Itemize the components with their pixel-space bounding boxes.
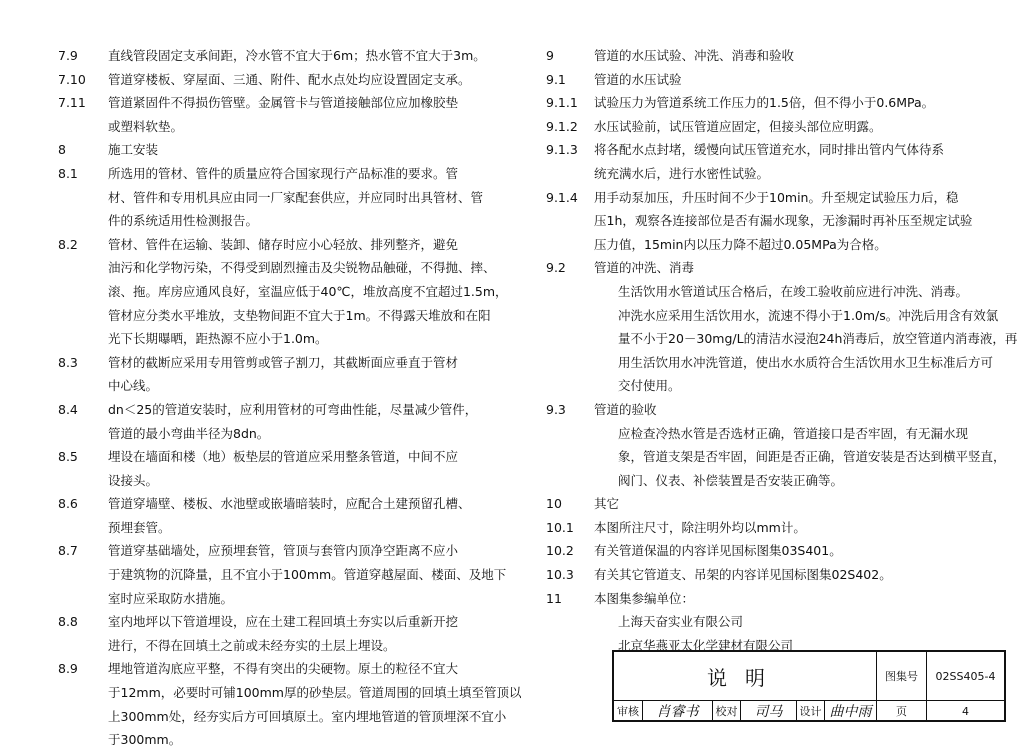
- clause-number: 9.1.2: [546, 118, 578, 134]
- clause-text: [594, 68, 966, 92]
- check-signature-cell: [740, 700, 796, 722]
- text-line: 用生活饮用水冲洗管道，使出水水质符合生活饮用水卫生标准后方可: [618, 354, 994, 370]
- text-line: 于12mm，必要时可铺100mm厚的砂垫层。管道周围的回填土填至管顶以: [108, 685, 522, 701]
- clause-text: [594, 115, 966, 139]
- clause: [546, 587, 966, 611]
- clause-number: 8.8: [58, 614, 78, 630]
- design-label-cell: [796, 700, 824, 722]
- clause-text: [108, 610, 480, 657]
- left-column: [58, 44, 522, 752]
- clause-number: 8.4: [58, 401, 78, 417]
- clause-number: 8: [58, 142, 66, 158]
- clause: [58, 610, 480, 657]
- text-line: dn＜25的管道安装时，应利用管材的可弯曲性能，尽量减少管件，: [108, 401, 478, 417]
- text-line: 象，管道支架是否牢固，间距是否正确，管道安装是否达到横平竖直，: [618, 449, 1006, 465]
- clause: [546, 256, 966, 280]
- review-label-cell: [614, 700, 642, 722]
- text-line: 油污和化学物污染，不得受到剧烈撞击及尖锐物品触碰，不得抛、摔、: [108, 260, 496, 276]
- clause: [546, 280, 1018, 398]
- clause-text: [108, 351, 480, 398]
- clause: [58, 398, 480, 445]
- review-label: 审核: [617, 705, 639, 718]
- check-label: 校对: [715, 705, 738, 718]
- clause-number: 10.2: [546, 543, 574, 559]
- clause: [58, 138, 480, 162]
- clause: [58, 445, 480, 492]
- text-line: 或塑料软垫。: [108, 118, 184, 134]
- text-line: 本图集参编单位：: [594, 590, 695, 606]
- document-title-cell: [614, 652, 876, 700]
- clause-number: 7.10: [58, 71, 86, 87]
- page-label: 页: [896, 705, 907, 718]
- text-line: 生活饮用水管道试压合格后，在竣工验收前应进行冲洗、消毒。: [618, 283, 969, 299]
- text-line: 管道紧固件不得损伤管壁。金属管卡与管道接触部位应加橡胶垫: [108, 95, 459, 111]
- page-label-cell: [876, 700, 926, 722]
- clause-number: 7.11: [58, 95, 86, 111]
- text-line: 进行，不得在回填土之前或未经夯实的土层上埋设。: [108, 637, 396, 653]
- text-line: 于300mm。: [108, 732, 182, 748]
- clause: [546, 398, 966, 422]
- design-signature-cell: [824, 700, 876, 722]
- text-line: 管道的水压试验: [594, 71, 682, 87]
- text-line: 管道的水压试验、冲洗、消毒和验收: [594, 48, 795, 63]
- text-line: 管道穿墙壁、楼板、水池壁或嵌墙暗装时，应配合土建预留孔槽、: [108, 496, 471, 512]
- clause: [546, 422, 1006, 493]
- clause-number: 10.1: [546, 519, 574, 535]
- text-line: 所选用的管材、管件的质量应符合国家现行产品标准的要求。管: [108, 165, 459, 181]
- page-number: 4: [962, 704, 969, 718]
- clause: [546, 539, 966, 563]
- text-line: 压力值，15min内以压力降不超过0.05MPa为合格。: [594, 236, 887, 252]
- clause-number: [546, 610, 594, 657]
- clause: [546, 138, 966, 185]
- text-line: 管材的截断应采用专用管剪或管子割刀，其截断面应垂直于管材: [108, 354, 459, 370]
- clause-number: 11: [546, 590, 562, 606]
- atlas-number: 02SS405-4: [935, 669, 996, 683]
- text-line: 交付使用。: [618, 378, 681, 394]
- clause-number: 9.1: [546, 71, 566, 87]
- text-line: 预埋套管。: [108, 519, 171, 535]
- right-column: [546, 44, 1018, 657]
- text-line: 上海天奋实业有限公司: [618, 614, 744, 630]
- clause-text: [108, 44, 486, 68]
- atlas-label: 图集号: [885, 670, 918, 683]
- text-line: 埋地管道沟底应平整，不得有突出的尖硬物。原土的粒径不宜大: [108, 661, 459, 677]
- text-line: 件的系统适用性检测报告。: [108, 213, 259, 229]
- text-line: 压1h，观察各连接部位是否有漏水现象，无渗漏时再补压至规定试验: [594, 213, 973, 229]
- clause: [58, 91, 480, 138]
- clause: [58, 492, 480, 539]
- clause: [546, 115, 966, 139]
- clause-text: [108, 492, 480, 539]
- clause-number: 8.6: [58, 496, 78, 512]
- title-block-bottom-row: [614, 700, 1004, 722]
- clause-text: [108, 398, 480, 445]
- clause: [546, 563, 966, 587]
- text-line: 直线管段固定支承间距，冷水管不宜大于6m；热水管不宜大于3m。: [108, 48, 486, 63]
- title-block: [612, 650, 1006, 722]
- clause-number: 9.1.3: [546, 142, 578, 158]
- text-line: 本图所注尺寸，除注明外均以mm计。: [594, 519, 806, 535]
- text-line: 水压试验前，试压管道应固定，但接头部位应明露。: [594, 118, 882, 134]
- clause-number: [546, 422, 594, 493]
- clause-text: [108, 138, 480, 162]
- text-line: 埋设在墙面和楼（地）板垫层的管道应采用整条管道，中间不应: [108, 449, 459, 465]
- text-line: 管道的验收: [594, 401, 657, 417]
- clause-text: [594, 516, 966, 540]
- text-line: 北京华燕亚太化学建材有限公司: [618, 637, 794, 653]
- clause-number: 9.1.4: [546, 189, 578, 205]
- clause-text: [594, 138, 966, 185]
- clause-number: 10.3: [546, 567, 574, 583]
- text-line: 管材、管件在运输、装卸、储存时应小心轻放、排列整齐，避免: [108, 236, 459, 252]
- clause-text: [108, 233, 508, 351]
- check-signature: 司马: [754, 704, 783, 720]
- text-line: 管道的冲洗、消毒: [594, 260, 695, 276]
- clause-text: [594, 587, 966, 611]
- clause: [546, 91, 966, 115]
- text-line: 冲洗水应采用生活饮用水，流速不得小于1.0m/s。冲洗后用含有效氯: [618, 307, 999, 323]
- text-line: 滚、拖。库房应通风良好，室温应低于40℃，堆放高度不宜超过1.5m，: [108, 283, 508, 299]
- title-block-top-row: [614, 652, 1004, 701]
- clause: [58, 233, 508, 351]
- text-line: 于建筑物的沉降量，且不宜小于100mm。管道穿越屋面、楼面、及地下: [108, 567, 507, 583]
- text-line: 阀门、仪表、补偿装置是否安装正确等。: [618, 472, 844, 488]
- clause-number: 10: [546, 496, 562, 512]
- text-line: 管道穿基础墙处，应预埋套管，管顶与套管内顶净空距离不应小: [108, 543, 459, 559]
- clause-number: 8.1: [58, 165, 78, 181]
- clause-text: [108, 162, 483, 233]
- clause-number: 8.3: [58, 354, 78, 370]
- clause-text: [108, 445, 480, 492]
- clause-number: 9.2: [546, 260, 566, 276]
- clause-text: [108, 91, 480, 138]
- clause: [546, 68, 966, 92]
- clause-number: 9.1.1: [546, 95, 578, 111]
- text-line: 管道穿楼板、穿屋面、三通、附件、配水点处均应设置固定支承。: [108, 71, 471, 87]
- text-line: 应检查冷热水管是否选材正确，管道接口是否牢固，有无漏水现: [618, 425, 969, 441]
- text-line: 用手动泵加压，升压时间不少于10min。升至规定试验压力后，稳: [594, 189, 959, 205]
- page-number-cell: [926, 700, 1004, 722]
- atlas-label-cell: [876, 652, 926, 700]
- clause-text: [594, 186, 972, 257]
- clause-text: [594, 422, 1006, 493]
- clause-text: [594, 280, 1017, 398]
- clause-text: [594, 44, 966, 68]
- review-signature-cell: [642, 700, 712, 722]
- clause: [58, 539, 507, 610]
- text-line: 上300mm处，经夯实后方可回填原土。室内埋地管道的管顶埋深不宜小: [108, 708, 507, 724]
- text-line: 有关管道保温的内容详见国标图集03S401。: [594, 543, 842, 559]
- document-title: 说明: [707, 665, 783, 690]
- atlas-number-cell: [926, 652, 1004, 700]
- clause-text: [594, 563, 966, 587]
- clause-number: 9.3: [546, 401, 566, 417]
- clause: [58, 351, 480, 398]
- clause: [546, 186, 973, 257]
- text-line: 材、管件和专用机具应由同一厂家配套供应，并应同时出具管材、管: [108, 189, 484, 205]
- text-line: 室内地坪以下管道埋设，应在土建工程回填土夯实以后重新开挖: [108, 614, 459, 630]
- clause-number: [546, 280, 594, 398]
- text-line: 光下长期曝晒，距热源不应小于1.0m。: [108, 331, 328, 347]
- text-line: 施工安装: [108, 142, 159, 158]
- text-line: 中心线。: [108, 378, 159, 394]
- clause-text: [108, 68, 480, 92]
- design-signature: 曲中雨: [829, 704, 872, 720]
- review-signature: 肖睿书: [656, 704, 699, 720]
- text-line: 设接头。: [108, 472, 159, 488]
- text-line: 管材应分类水平堆放，支垫物间距不宜大于1m。不得露天堆放和在阳: [108, 307, 491, 323]
- text-line: 管道的最小弯曲半径为8dn。: [108, 425, 270, 441]
- clause-number: 8.2: [58, 236, 78, 252]
- clause-number: 8.5: [58, 449, 78, 465]
- clause-text: [594, 492, 966, 516]
- design-label: 设计: [799, 705, 822, 718]
- clause: [546, 492, 966, 516]
- clause: [546, 44, 966, 68]
- clause: [546, 516, 966, 540]
- clause-text: [594, 398, 966, 422]
- clause-text: [594, 539, 966, 563]
- clause: [58, 162, 484, 233]
- text-line: 量不小于20－30mg/L的清洁水浸泡24h消毒后，放空管道内消毒液，再: [618, 331, 1018, 347]
- text-line: 其它: [594, 496, 620, 512]
- text-line: 试验压力为管道系统工作压力的1.5倍，但不得小于0.6MPa。: [594, 95, 935, 111]
- clause: [58, 44, 486, 68]
- check-label-cell: [712, 700, 740, 722]
- clause-number: 8.9: [58, 661, 78, 677]
- clause-text: [108, 539, 506, 610]
- text-line: 室时应采取防水措施。: [108, 590, 234, 606]
- clause-number: 9: [546, 48, 554, 63]
- text-line: 统充满水后，进行水密性试验。: [594, 165, 770, 181]
- clause-number: 7.9: [58, 48, 78, 63]
- clause-text: [594, 256, 966, 280]
- clause: [58, 68, 480, 92]
- text-line: 将各配水点封堵，缓慢向试压管道充水，同时排出管内气体待系: [594, 142, 945, 158]
- clause-number: 8.7: [58, 543, 78, 559]
- text-line: 有关其它管道支、吊架的内容详见国标图集02S402。: [594, 567, 892, 583]
- clause-text: [594, 91, 966, 115]
